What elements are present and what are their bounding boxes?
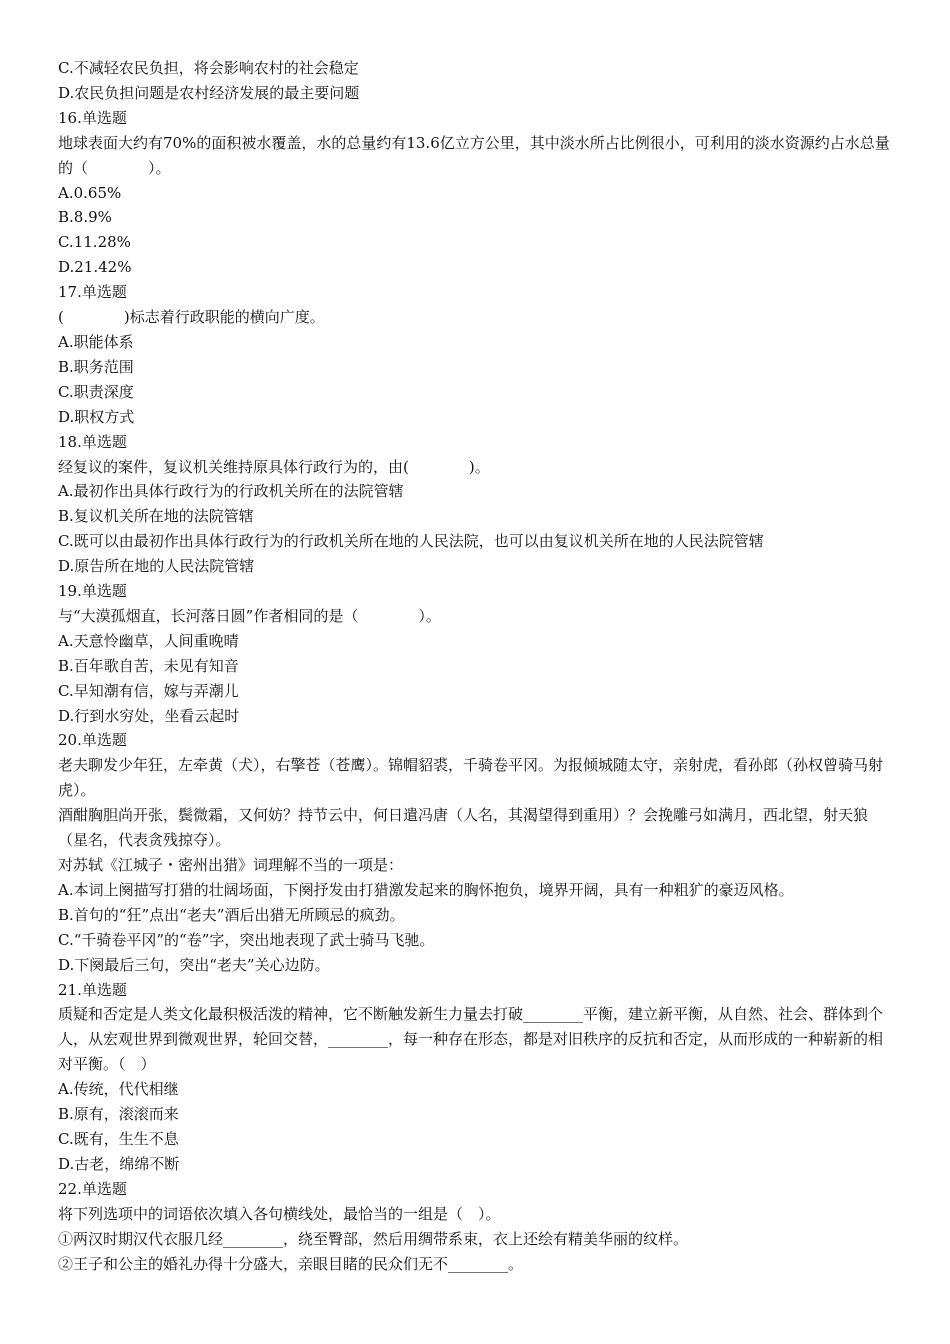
option-c: C.不减轻农民负担，将会影响农村的社会稳定	[58, 59, 359, 77]
sentence-2: ②王子和公主的婚礼办得十分盛大，亲眼目睹的民众们无不________。	[58, 1254, 524, 1273]
question-stem-16: 地球表面大约有70%的面积被水覆盖，水的总量约有13.6亿立方公里，其中淡水所占比例很小，可利用的淡水资源约占水总量的（ ）。	[58, 133, 890, 177]
option-d: D.农民负担问题是农村经济发展的最主要问题	[58, 83, 360, 102]
question-header-22: 22.单选题	[58, 1179, 127, 1198]
question-header-19: 19.单选题	[58, 582, 127, 601]
question-stem-18: 经复议的案件，复议机关维持原具体行政行为的，由( )。	[58, 457, 490, 476]
document-page	[58, 56, 892, 1276]
question-header-21: 21.单选题	[58, 980, 127, 999]
question-stem-20: 对苏轼《江城子・密州出猎》词理解不当的一项是：	[58, 856, 404, 874]
option-d: D.下阕最后三句，突出“老夫”关心边防。	[58, 955, 330, 974]
option-d: D.21.42%	[58, 258, 132, 277]
option-c: C.早知潮有信，嫁与弄潮儿	[58, 681, 239, 700]
option-b: B.百年歌自苦，未见有知音	[58, 656, 239, 675]
option-a: A.0.65%	[58, 183, 122, 202]
option-a: A.本词上阕描写打猎的壮阔场面，下阕抒发由打猎激发起来的胸怀抱负，境界开阔，具有一种粗犷的豪迈风格。	[58, 880, 794, 899]
option-b: B.原有，滚滚而来	[58, 1105, 179, 1124]
option-c: C.既可以由最初作出具体行政行为的行政机关所在地的人民法院，也可以由复议机关所在地的人民法院管辖	[58, 532, 764, 551]
option-a: A.传统，代代相继	[58, 1080, 179, 1099]
poem-stanza-1: 老夫聊发少年狂，左牵黄（犬），右擎苍（苍鹰）。锦帽貂裘，千骑卷平冈。为报倾城随太守，亲射虎，看孙郎（孙权曾骑马射虎）。	[58, 756, 884, 800]
question-header-18: 18.单选题	[58, 432, 127, 451]
option-c: C.职责深度	[58, 382, 134, 401]
option-a: A.最初作出具体行政行为的行政机关所在的法院管辖	[58, 482, 404, 501]
option-a: A.职能体系	[58, 332, 134, 351]
question-header-16: 16.单选题	[58, 108, 127, 127]
question-header-20: 20.单选题	[58, 731, 127, 750]
option-d: D.古老，绵绵不断	[58, 1154, 180, 1173]
option-a: A.天意怜幽草，人间重晚晴	[58, 631, 239, 650]
question-stem-17: ( )标志着行政职能的横向广度。	[58, 308, 325, 327]
option-b: B.8.9%	[58, 208, 112, 227]
sentence-1: ①两汉时期汉代衣服几经________，绕至臀部，然后用绸带系束，衣上还绘有精美华丽的纹样。	[58, 1229, 689, 1248]
option-c: C.“千骑卷平冈”的“卷”字，突出地表现了武士骑马飞驰。	[58, 930, 435, 949]
option-c: C.11.28%	[58, 233, 131, 252]
option-b: B.复议机关所在地的法院管辖	[58, 507, 254, 526]
option-d: D.行到水穷处，坐看云起时	[58, 706, 240, 725]
poem-stanza-2: 酒酣胸胆尚开张，鬓微霜，又何妨？持节云中，何日遣冯唐（人名，其渴望得到重用）？会挽雕弓如满月，西北望，射天狼（星名，代表贪残掠夺）。	[58, 806, 869, 850]
question-stem-21: 质疑和否定是人类文化最积极活泼的精神，它不断触发新生力量去打破________平衡，建立新平衡，从自然、社会、群体到个人，从宏观世界到微观世界，轮回交替，________，每一种存在形态，都是对旧秩序的反抗和否定，从而形成的一种崭新的相对平衡。（ ）	[58, 1005, 884, 1074]
option-d: D.职权方式	[58, 407, 135, 426]
option-c: C.既有，生生不息	[58, 1129, 179, 1148]
question-stem-22: 将下列选项中的词语依次填入各句横线处，最恰当的一组是（ ）。	[58, 1204, 501, 1223]
option-d: D.原告所在地的人民法院管辖	[58, 557, 255, 576]
option-b: B.首句的“狂”点出“老夫”酒后出猎无所顾忌的疯劲。	[58, 905, 405, 924]
question-header-17: 17.单选题	[58, 283, 127, 302]
option-b: B.职务范围	[58, 357, 134, 376]
question-stem-19: 与“大漠孤烟直，长河落日圆”作者相同的是（ ）。	[58, 606, 441, 625]
